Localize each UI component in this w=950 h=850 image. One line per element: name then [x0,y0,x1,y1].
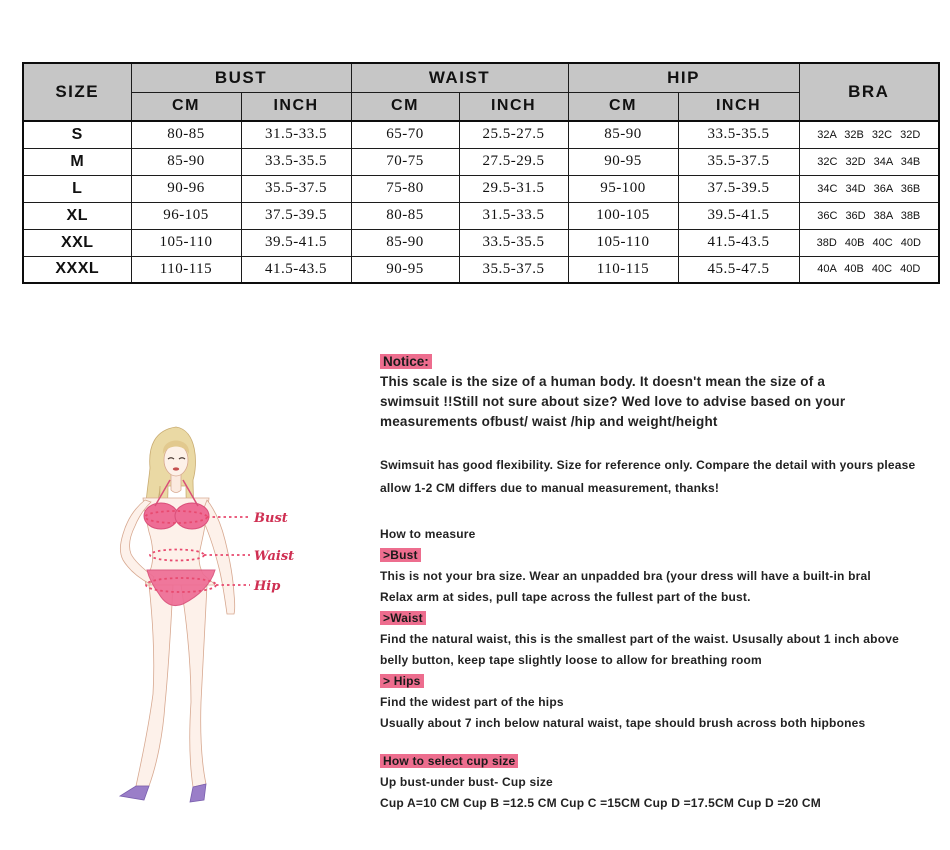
table-cell: 105-110 [568,229,678,256]
table-cell: 35.5-37.5 [459,256,568,283]
size-chart-table [22,62,940,284]
waist-instruction-line: Find the natural waist, this is the smallest part of the waist. Ususally about 1 inch above [380,632,899,646]
size-notes-text-block [380,351,935,814]
table-cell: 27.5-29.5 [459,148,568,175]
table-cell: 90-96 [131,175,241,202]
woman-sketch [103,424,368,824]
table-cell: 85-90 [351,229,459,256]
hips-section-heading: > Hips [380,674,424,688]
header-hip-cm: CM [568,92,678,121]
lips [173,467,179,470]
table-cell: 110-115 [568,256,678,283]
waist-instruction-line: belly button, keep tape slightly loose to allow for breathing room [380,653,762,667]
table-row [23,121,939,148]
bra-cell: 36C 36D 38A 38B [799,202,939,229]
table-cell: 90-95 [568,148,678,175]
table-cell: 100-105 [568,202,678,229]
bra-cell: 38D 40B 40C 40D [799,229,939,256]
table-cell: 65-70 [351,121,459,148]
bra-cell: 32C 32D 34A 34B [799,148,939,175]
header-waist: WAIST [351,63,568,92]
bikini-top-cup-left [144,503,178,529]
disclaimer-line: allow 1-2 CM differs due to manual measurement, thanks! [380,481,720,495]
notice-line: swimsuit !!Still not sure about size? Wed love to advise based on your [380,394,846,409]
table-cell: 90-95 [351,256,459,283]
table-cell: 80-85 [131,121,241,148]
table-cell: 45.5-47.5 [678,256,799,283]
bust-instruction-line: Relax arm at sides, pull tape across the fullest part of the bust. [380,590,751,604]
header-bust-inch: INCH [241,92,351,121]
cup-heading-line [380,751,935,772]
table-row [23,202,939,229]
bra-cell: 34C 34D 36A 36B [799,175,939,202]
header-waist-inch: INCH [459,92,568,121]
header-bust: BUST [131,63,351,92]
bikini-top-cup-right [175,503,209,529]
table-cell: 33.5-35.5 [459,229,568,256]
notice-line: This scale is the size of a human body. It doesn't mean the size of a [380,374,826,389]
table-row [23,229,939,256]
size-cell: S [23,121,131,148]
size-cell: XXXL [23,256,131,283]
how-to-measure-title: How to measure [380,527,476,541]
table-cell: 95-100 [568,175,678,202]
header-row-groups [23,63,939,92]
table-cell: 105-110 [131,229,241,256]
table-row [23,148,939,175]
header-hip: HIP [568,63,799,92]
hips-instruction-line: Usually about 7 inch below natural waist, tape should brush across both hipbones [380,716,866,730]
table-cell: 96-105 [131,202,241,229]
leg-left [136,585,173,786]
table-cell: 35.5-37.5 [678,148,799,175]
waist-label: Waist [254,549,295,564]
size-chart [22,62,940,284]
table-cell: 80-85 [351,202,459,229]
size-cell: XXL [23,229,131,256]
shoe-right [190,784,206,802]
notice-heading-line [380,351,935,372]
table-cell: 33.5-35.5 [241,148,351,175]
table-cell: 41.5-43.5 [241,256,351,283]
table-cell: 39.5-41.5 [678,202,799,229]
size-cell: XL [23,202,131,229]
waist-heading-line [380,608,935,629]
table-cell: 37.5-39.5 [241,202,351,229]
disclaimer-line: Swimsuit has good flexibility. Size for reference only. Compare the detail with yours please [380,458,916,472]
table-cell: 75-80 [351,175,459,202]
table-cell: 85-90 [131,148,241,175]
bust-heading-line [380,545,935,566]
leg-right [181,585,207,787]
header-bra: BRA [799,63,939,121]
table-cell: 85-90 [568,121,678,148]
cup-size-heading: How to select cup size [380,754,518,768]
header-hip-inch: INCH [678,92,799,121]
notice-line: measurements ofbust/ waist /hip and weight/height [380,414,718,429]
table-row [23,256,939,283]
table-cell: 31.5-33.5 [241,121,351,148]
table-cell: 70-75 [351,148,459,175]
table-row [23,175,939,202]
table-cell: 33.5-35.5 [678,121,799,148]
hip-label: Hip [254,579,281,594]
header-size: SIZE [23,63,131,121]
bra-cell: 40A 40B 40C 40D [799,256,939,283]
table-cell: 37.5-39.5 [678,175,799,202]
header-bust-cm: CM [131,92,241,121]
table-cell: 39.5-41.5 [241,229,351,256]
table-cell: 41.5-43.5 [678,229,799,256]
bust-section-heading: >Bust [380,548,421,562]
shoe-left [120,786,149,800]
table-cell: 110-115 [131,256,241,283]
bust-instruction-line: This is not your bra size. Wear an unpadded bra (your dress will have a built-in bral [380,569,871,583]
table-cell: 35.5-37.5 [241,175,351,202]
table-cell: 31.5-33.5 [459,202,568,229]
table-cell: 29.5-31.5 [459,175,568,202]
waist-section-heading: >Waist [380,611,426,625]
measurement-figure-illustration [103,424,368,829]
bust-label: Bust [254,511,288,526]
header-waist-cm: CM [351,92,459,121]
cup-instruction-line: Up bust-under bust- Cup size [380,775,553,789]
hips-heading-line [380,671,935,692]
cup-instruction-line: Cup A=10 CM Cup B =12.5 CM Cup C =15CM Cup D =17.5CM Cup D =20 CM [380,796,821,810]
size-cell: M [23,148,131,175]
size-cell: L [23,175,131,202]
notice-heading: Notice: [380,354,432,369]
table-cell: 25.5-27.5 [459,121,568,148]
bra-cell: 32A 32B 32C 32D [799,121,939,148]
hips-instruction-line: Find the widest part of the hips [380,695,564,709]
